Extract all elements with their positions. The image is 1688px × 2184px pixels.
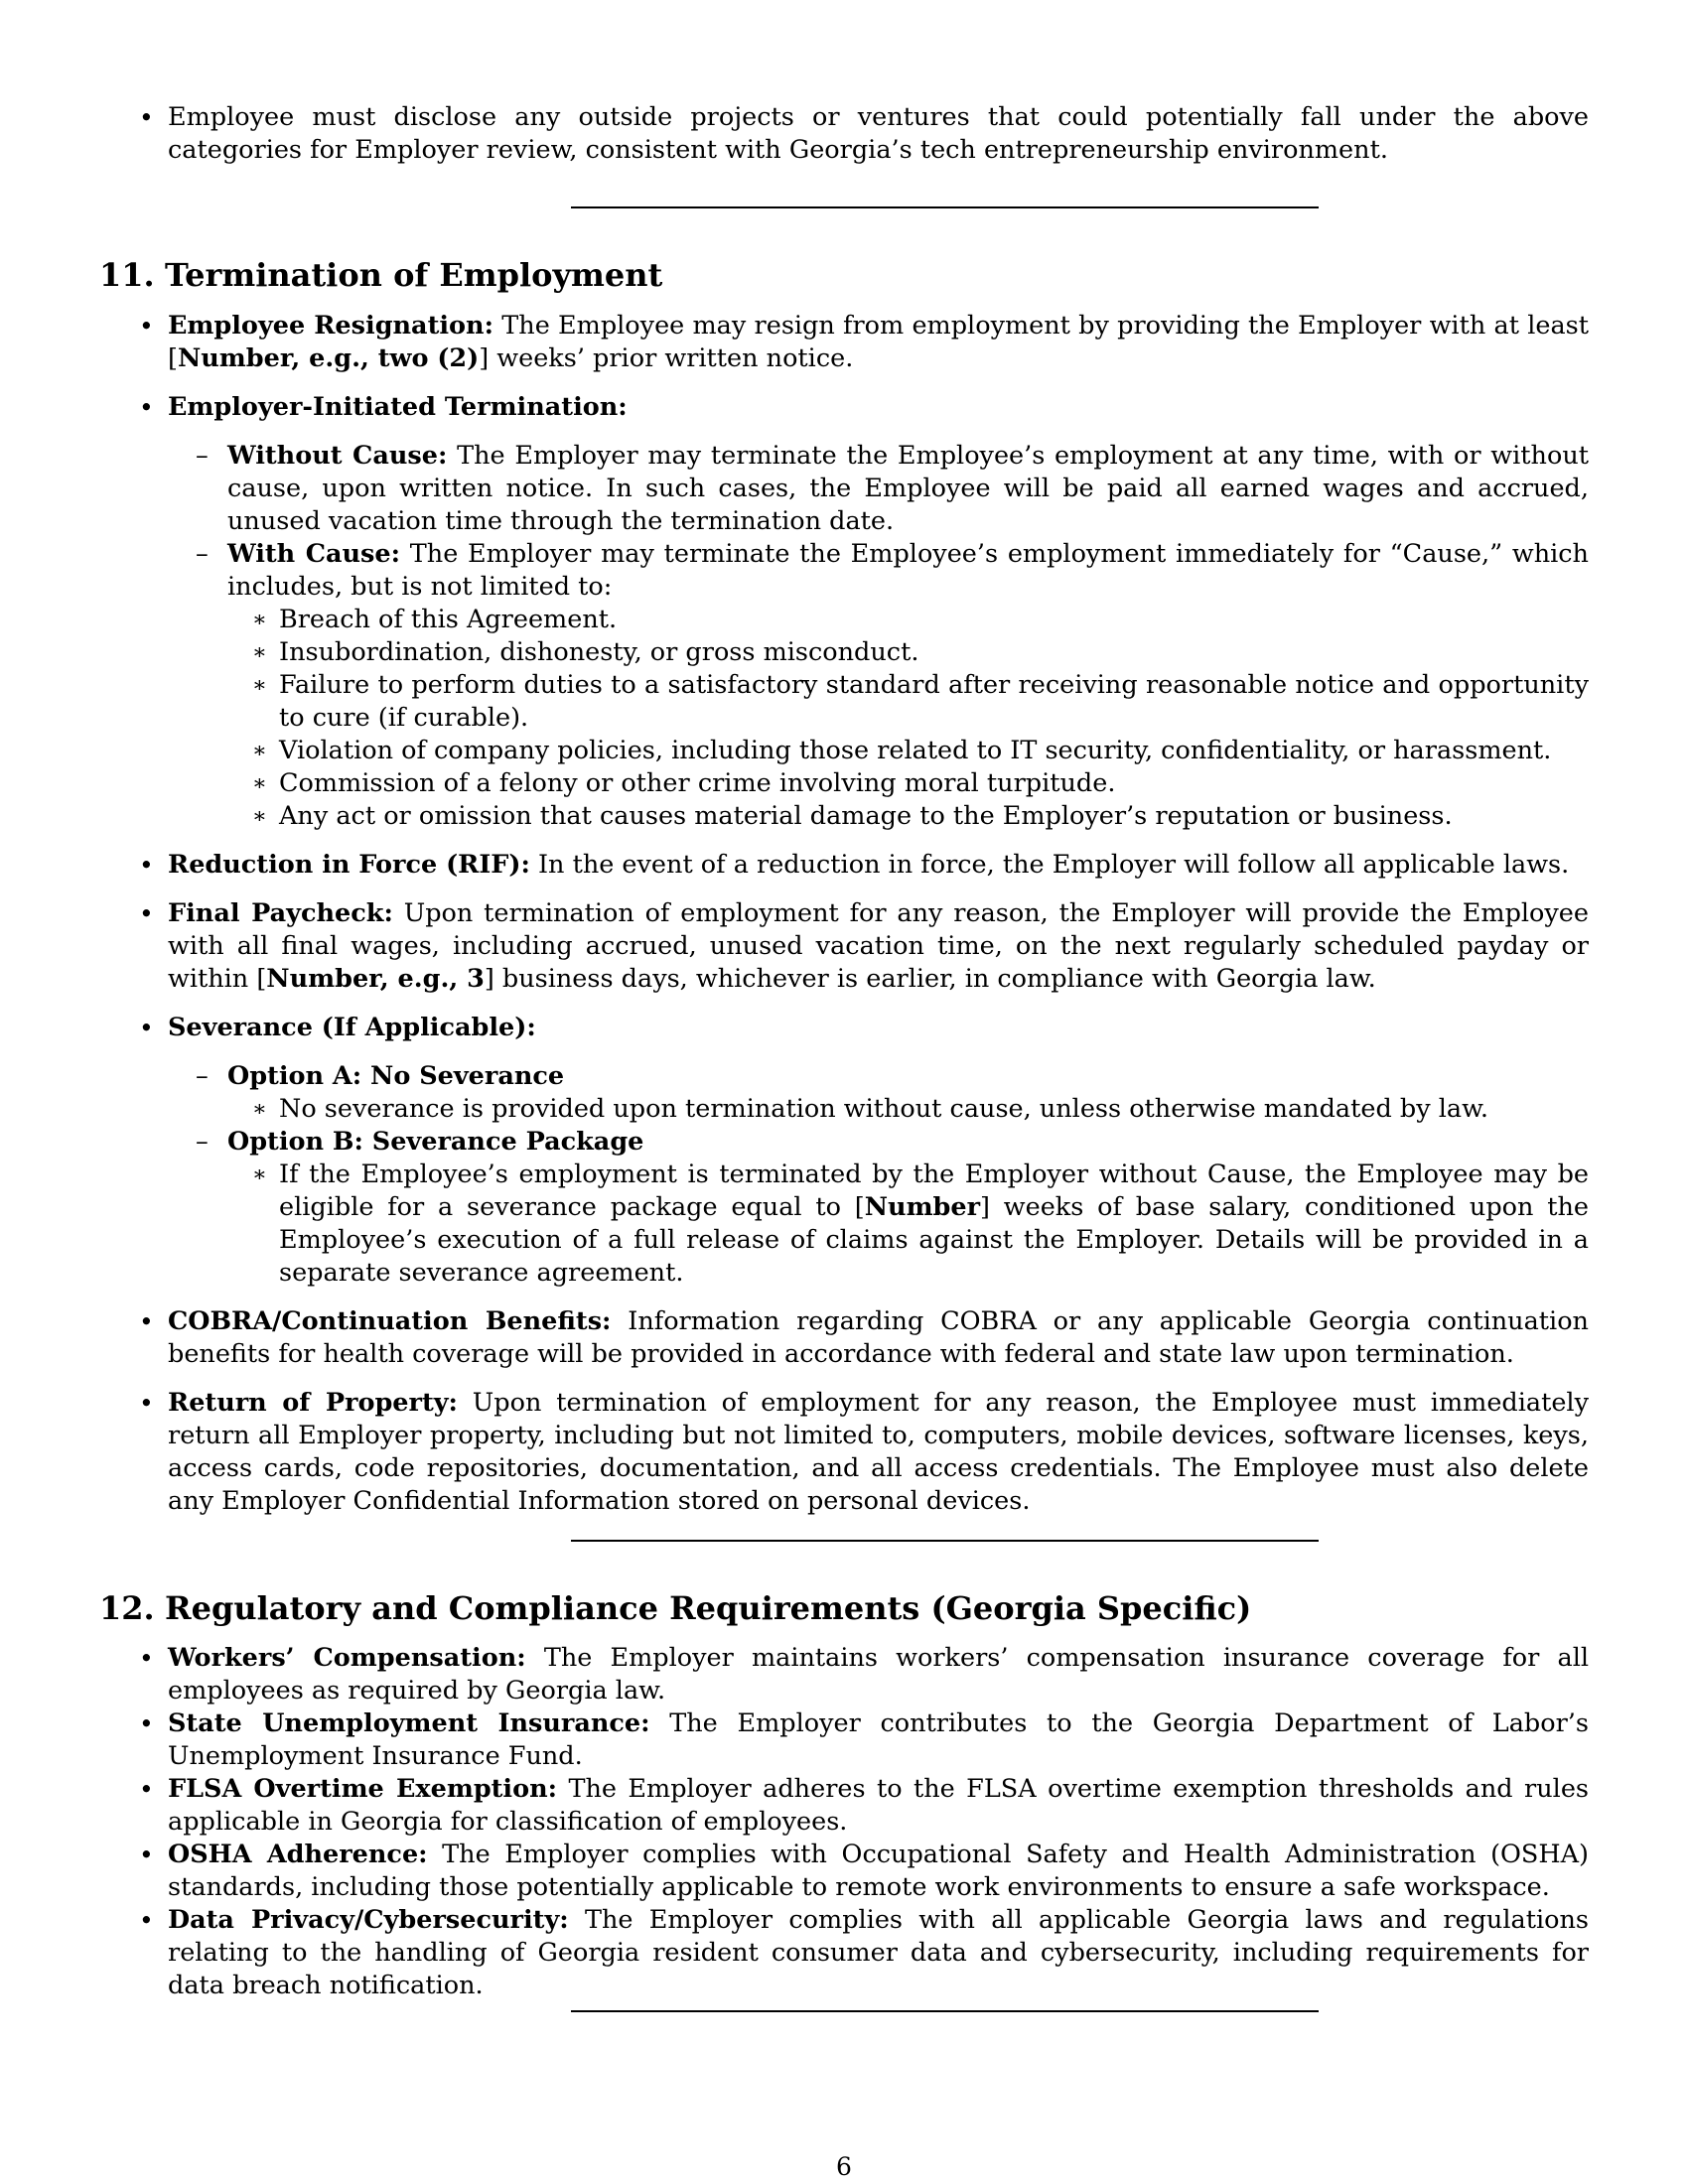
item-text: The Employer complies with all applicable Georgia laws and regulations relating to the handling of Georgia resident consumer data and cybersecurity, including requirements for data breach notification. bbox=[168, 1905, 1589, 2000]
cause-text: Insubordination, dishonesty, or gross misconduct. bbox=[279, 637, 919, 667]
section-divider bbox=[571, 2010, 1319, 2012]
page-number: 6 bbox=[836, 2152, 852, 2181]
placeholder-value: Number bbox=[864, 1192, 981, 1222]
list-item-employer-termination bbox=[139, 391, 1589, 833]
with-cause-text bbox=[227, 538, 1589, 604]
termination-sublist bbox=[196, 440, 1589, 833]
item-text: ] business days, whichever is earlier, in compliance with Georgia law. bbox=[484, 964, 1376, 994]
item-text: The Employer may terminate the Employee’s employment at any time, with or without cause, upon written notice. In such cases, the Employee will be paid all earned wages and accrued, unused vacation time through the termination date. bbox=[227, 441, 1589, 536]
employer-termination-label bbox=[168, 391, 1589, 424]
list-item bbox=[139, 101, 1589, 167]
cause-item bbox=[252, 636, 1589, 669]
dash-icon: – bbox=[196, 1127, 209, 1157]
placeholder-value: Number, e.g., 3 bbox=[266, 964, 485, 994]
list-item-compliance bbox=[139, 1839, 1589, 1904]
option-a-list bbox=[252, 1093, 1589, 1126]
dash-icon: – bbox=[196, 1061, 209, 1091]
bullet-icon: • bbox=[139, 393, 154, 422]
cause-list bbox=[252, 604, 1589, 833]
list-item-return-property bbox=[139, 1387, 1589, 1518]
without-cause-text bbox=[227, 440, 1589, 538]
list-item-cobra bbox=[139, 1305, 1589, 1371]
dash-icon: – bbox=[196, 539, 209, 569]
compliance-text bbox=[168, 1707, 1589, 1773]
severance-sublist bbox=[196, 1060, 1590, 1290]
item-text: Upon termination of employment for any reason, the Employee must immediately return all Employer property, including but not limited to, computers, mobile devices, software licenses, keys, access cards, code repositories, documentation, and all access credentials. The Employee must also delete any Employer Confidential Information stored on personal devices. bbox=[168, 1388, 1589, 1516]
cause-item bbox=[252, 800, 1589, 833]
option-text bbox=[279, 1159, 1589, 1290]
item-text: The Employer maintains workers’ compensation insurance coverage for all employees as required by Georgia law. bbox=[168, 1643, 1590, 1706]
item-label: Option B: Severance Package bbox=[227, 1127, 644, 1157]
section-12-list bbox=[139, 1642, 1590, 2002]
bullet-icon: • bbox=[139, 1389, 154, 1418]
option-b-label bbox=[227, 1126, 1589, 1159]
asterisk-icon: ∗ bbox=[252, 1097, 267, 1122]
bullet-icon: • bbox=[139, 1709, 154, 1738]
list-item-final-paycheck bbox=[139, 897, 1589, 996]
final-paycheck-text bbox=[168, 897, 1589, 996]
bullet-icon: • bbox=[139, 1307, 154, 1336]
sublist-item-option-a bbox=[196, 1060, 1589, 1126]
item-label: With Cause: bbox=[227, 539, 401, 569]
bullet-icon: • bbox=[139, 103, 154, 132]
option-item bbox=[252, 1159, 1590, 1290]
section-title: Regulatory and Compliance Requirements (Georgia Specific) bbox=[165, 1589, 1252, 1627]
severance-label bbox=[168, 1012, 1589, 1044]
option-text: No severance is provided upon termination without cause, unless otherwise mandated by law. bbox=[279, 1094, 1488, 1124]
section-divider bbox=[571, 206, 1319, 208]
sublist-item-with-cause bbox=[196, 538, 1589, 833]
option-item bbox=[252, 1093, 1589, 1126]
item-text: Information regarding COBRA or any applicable Georgia continuation benefits for health coverage will be provided in accordance with federal and state law upon termination. bbox=[168, 1306, 1589, 1369]
bullet-icon: • bbox=[139, 1906, 154, 1935]
compliance-text bbox=[168, 1839, 1589, 1904]
list-item-resignation bbox=[139, 310, 1589, 375]
item-label: Data Privacy/Cybersecurity: bbox=[168, 1905, 569, 1935]
asterisk-icon: ∗ bbox=[252, 804, 267, 829]
list-item-rif bbox=[139, 849, 1589, 882]
cause-item bbox=[252, 669, 1589, 735]
cause-item bbox=[252, 604, 1589, 636]
item-text: The Employer complies with Occupational Safety and Health Administration (OSHA) standards, including those potentially applicable to remote work environments to ensure a safe workspace. bbox=[168, 1840, 1589, 1902]
section-11-list bbox=[139, 310, 1590, 1518]
section-divider bbox=[571, 1540, 1319, 1542]
intro-list bbox=[139, 101, 1589, 167]
placeholder-value: Number, e.g., two (2) bbox=[177, 343, 480, 373]
asterisk-icon: ∗ bbox=[252, 771, 267, 796]
item-text: The Employer may terminate the Employee’s employment immediately for “Cause,” which includes, but is not limited to: bbox=[227, 539, 1589, 602]
item-label: Without Cause: bbox=[227, 441, 448, 471]
section-12-heading bbox=[99, 1588, 1251, 1628]
bullet-icon: • bbox=[139, 899, 154, 928]
asterisk-icon: ∗ bbox=[252, 640, 267, 665]
item-label: State Unemployment Insurance: bbox=[168, 1708, 650, 1738]
compliance-text bbox=[168, 1642, 1589, 1707]
asterisk-icon: ∗ bbox=[252, 608, 267, 632]
item-text: Upon termination of employment for any reason, the Employer will provide the Employee with all final wages, including accrued, unused vacation time, on the next regularly scheduled payday or within [ bbox=[168, 898, 1589, 994]
asterisk-icon: ∗ bbox=[252, 673, 267, 698]
cause-item bbox=[252, 735, 1589, 767]
section-title: Termination of Employment bbox=[165, 256, 663, 294]
section-11-heading bbox=[99, 255, 662, 295]
sublist-item-without-cause bbox=[196, 440, 1589, 538]
item-label: Workers’ Compensation: bbox=[168, 1643, 526, 1673]
option-b-list bbox=[252, 1159, 1590, 1290]
asterisk-icon: ∗ bbox=[252, 739, 267, 763]
resignation-text bbox=[168, 310, 1589, 375]
cause-text: Breach of this Agreement. bbox=[279, 605, 618, 634]
item-text: If the Employee’s employment is terminated by the Employer without Cause, the Employee may be eligible for a severance package equal to [ bbox=[279, 1160, 1589, 1222]
bullet-icon: • bbox=[139, 312, 154, 341]
section-number: 12. bbox=[99, 1589, 155, 1627]
item-text: The Employer contributes to the Georgia Department of Labor’s Unemployment Insurance Fund. bbox=[168, 1708, 1589, 1771]
list-item-compliance bbox=[139, 1904, 1589, 2002]
bullet-icon: • bbox=[139, 1644, 154, 1673]
list-item-compliance bbox=[139, 1642, 1590, 1707]
bullet-icon: • bbox=[139, 1841, 154, 1869]
list-item-severance bbox=[139, 1012, 1590, 1290]
item-text: ] weeks of base salary, conditioned upon the Employee’s execution of a full release of claims against the Employer. Details will be provided in a separate severance agreement. bbox=[279, 1192, 1590, 1288]
return-property-text bbox=[168, 1387, 1589, 1518]
item-label: Option A: No Severance bbox=[227, 1061, 565, 1091]
item-text: The Employer adheres to the FLSA overtime exemption thresholds and rules applicable in Georgia for classification of employees. bbox=[168, 1774, 1589, 1837]
cause-text: Commission of a felony or other crime involving moral turpitude. bbox=[279, 768, 1116, 798]
item-label: Final Paycheck: bbox=[168, 898, 393, 928]
item-text: ] weeks’ prior written notice. bbox=[479, 343, 854, 373]
option-a-label bbox=[227, 1060, 1589, 1093]
item-label: Severance (If Applicable): bbox=[168, 1013, 536, 1042]
cause-text: Any act or omission that causes material damage to the Employer’s reputation or business. bbox=[279, 801, 1453, 831]
cause-text: Violation of company policies, including those related to IT security, confidentiality, or harassment. bbox=[279, 736, 1552, 765]
item-text: The Employee may resign from employment by providing the Employer with at least [ bbox=[168, 311, 1589, 373]
item-label: OSHA Adherence: bbox=[168, 1840, 428, 1869]
item-label: FLSA Overtime Exemption: bbox=[168, 1774, 558, 1804]
section-number: 11. bbox=[99, 256, 155, 294]
bullet-icon: • bbox=[139, 851, 154, 880]
asterisk-icon: ∗ bbox=[252, 1162, 267, 1187]
compliance-text bbox=[168, 1773, 1589, 1839]
item-label: Reduction in Force (RIF): bbox=[168, 850, 530, 880]
bullet-icon: • bbox=[139, 1775, 154, 1804]
item-label: Employee Resignation: bbox=[168, 311, 494, 341]
compliance-text bbox=[168, 1904, 1589, 2002]
cause-text: Failure to perform duties to a satisfactory standard after receiving reasonable notice and opportunity to cure (if curable). bbox=[279, 670, 1589, 733]
rif-text bbox=[168, 849, 1589, 882]
item-text: In the event of a reduction in force, the Employer will follow all applicable laws. bbox=[529, 850, 1570, 880]
bullet-icon: • bbox=[139, 1014, 154, 1042]
sublist-item-option-b bbox=[196, 1126, 1590, 1290]
item-label: Return of Property: bbox=[168, 1388, 458, 1418]
item-label: Employer-Initiated Termination: bbox=[168, 392, 628, 422]
cause-item bbox=[252, 767, 1589, 800]
item-label: COBRA/Continuation Benefits: bbox=[168, 1306, 612, 1336]
list-item-compliance bbox=[139, 1773, 1589, 1839]
cobra-text bbox=[168, 1305, 1589, 1371]
dash-icon: – bbox=[196, 441, 209, 471]
list-item-compliance bbox=[139, 1707, 1589, 1773]
intro-bullet-text: Employee must disclose any outside projects or ventures that could potentially fall under the above categories for Employer review, consistent with Georgia’s tech entrepreneurship environment. bbox=[168, 102, 1589, 165]
